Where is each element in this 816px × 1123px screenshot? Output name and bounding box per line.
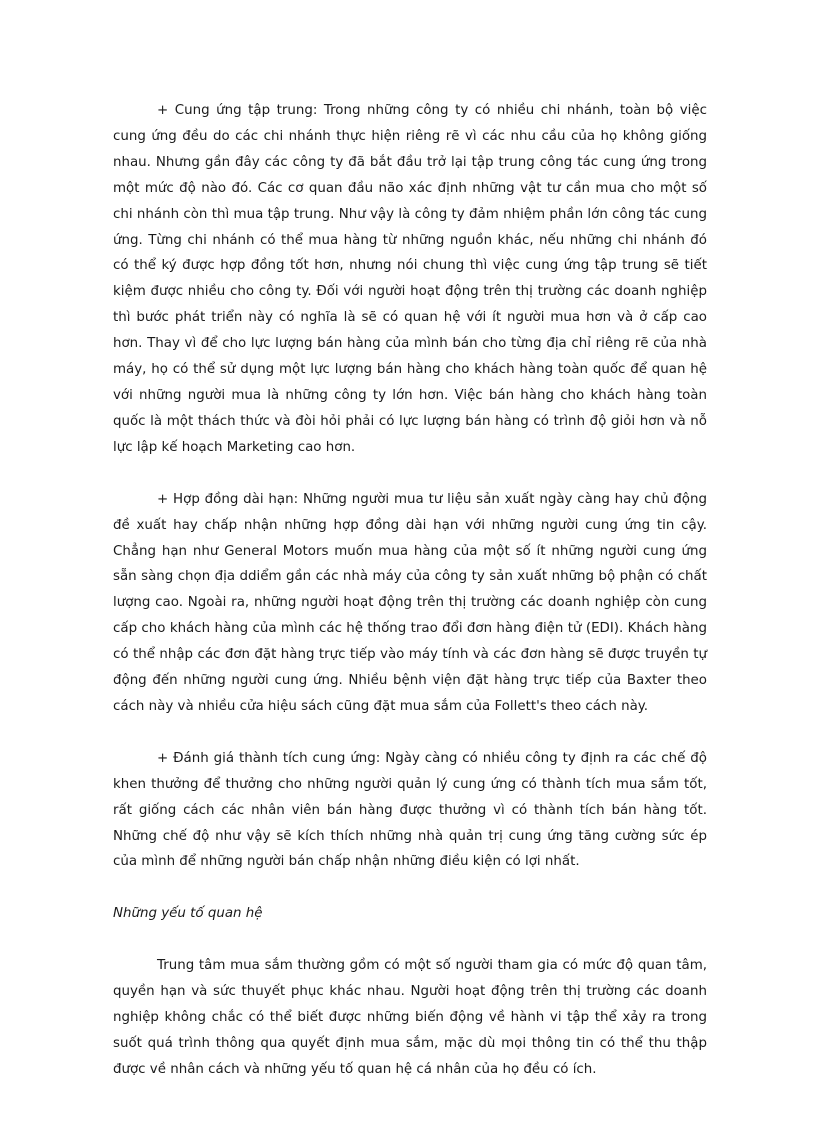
section-heading: Những yếu tố quan hệ	[113, 906, 263, 922]
paragraph-centralized-procurement: + Cung ứng tập trung: Trong những công ty có nhiều chi nhánh, toàn bộ việc cung ứng đều do các chi nhánh thực hiện riêng rẽ vì các nhu cầu của họ không giống nhau. Nhưng gần đây các công ty đã bắt đầu trở lại tập trung công tác cung ứng trong một mức độ nào đó. Các cơ quan đầu não xác định những vật tư cần mua cho một số chi nhánh còn thì mua tập trung. Như vậy là công ty đảm nhiệm phần lớn công tác cung ứng. Từng chi nhánh có thể mua hàng từ những nguồn khác, nếu những chi nhánh đó có thể ký được hợp đồng tốt hơn, nhưng nói chung thì việc cung ứng tập trung sẽ tiết kiệm được nhiều cho công ty. Đối với người hoạt động trên thị trường các doanh nghiệp thì bước phát triển này có nghĩa là sẽ có quan hệ với ít người mua hơn và ở cấp cao hơn. Thay vì để cho lực lượng bán hàng của mình bán cho từng địa chỉ riêng rẽ của nhà máy, họ có thể sử dụng một lực lượng bán hàng cho khách hàng toàn quốc để quan hệ với những người mua là những công ty lớn hơn. Việc bán hàng cho khách hàng toàn quốc là một thách thức và đòi hỏi phải có lực lượng bán hàng có trình độ giỏi hơn và nỗ lực lập kế hoạch Marketing cao hơn.	[113, 103, 707, 455]
paragraph-buying-center: Trung tâm mua sắm thường gồm có một số người tham gia có mức độ quan tâm, quyền hạn và sức thuyết phục khác nhau. Người hoạt động trên thị trường các doanh nghiệp không chắc có thể biết được những biến động về hành vi tập thể xảy ra trong suốt quá trình thông qua quyết định mua sắm, mặc dù mọi thông tin có thể thu thập được về nhân cách và những yếu tố quan hệ cá nhân của họ đều có ích.	[113, 958, 707, 1077]
paragraph-long-term-contracts: + Hợp đồng dài hạn: Những người mua tư liệu sản xuất ngày càng hay chủ động đề xuất hay chấp nhận những hợp đồng dài hạn với những người cung ứng tin cậy. Chẳng hạn như General Motors muốn mua hàng của một số ít những người cung ứng sẵn sàng chọn địa ddiểm gần các nhà máy của công ty sản xuất những bộ phận có chất lượng cao. Ngoài ra, những người hoạt động trên thị trường các doanh nghiệp còn cung cấp cho khách hàng của mình các hệ thống trao đổi đơn hàng điện tử (EDI). Khách hàng có thể nhập các đơn đặt hàng trực tiếp vào máy tính và các đơn hàng sẽ được truyền tự động đến những người cung ứng. Nhiều bệnh viện đặt hàng trực tiếp của Baxter theo cách này và nhiều cửa hiệu sách cũng đặt mua sắm của Follett's theo cách này.	[113, 491, 707, 714]
document-body	[113, 98, 707, 1083]
paragraph-procurement-performance: + Đánh giá thành tích cung ứng: Ngày càng có nhiều công ty định ra các chế độ khen thưởng để thưởng cho những người quản lý cung ứng có thành tích mua sắm tốt, rất giống cách các nhân viên bán hàng được thưởng vì có thành tích bán hàng tốt. Những chế độ như vậy sẽ kích thích những nhà quản trị cung ứng tăng cường sức ép của mình để những người bán chấp nhận những điều kiện có lợi nhất.	[113, 750, 707, 870]
